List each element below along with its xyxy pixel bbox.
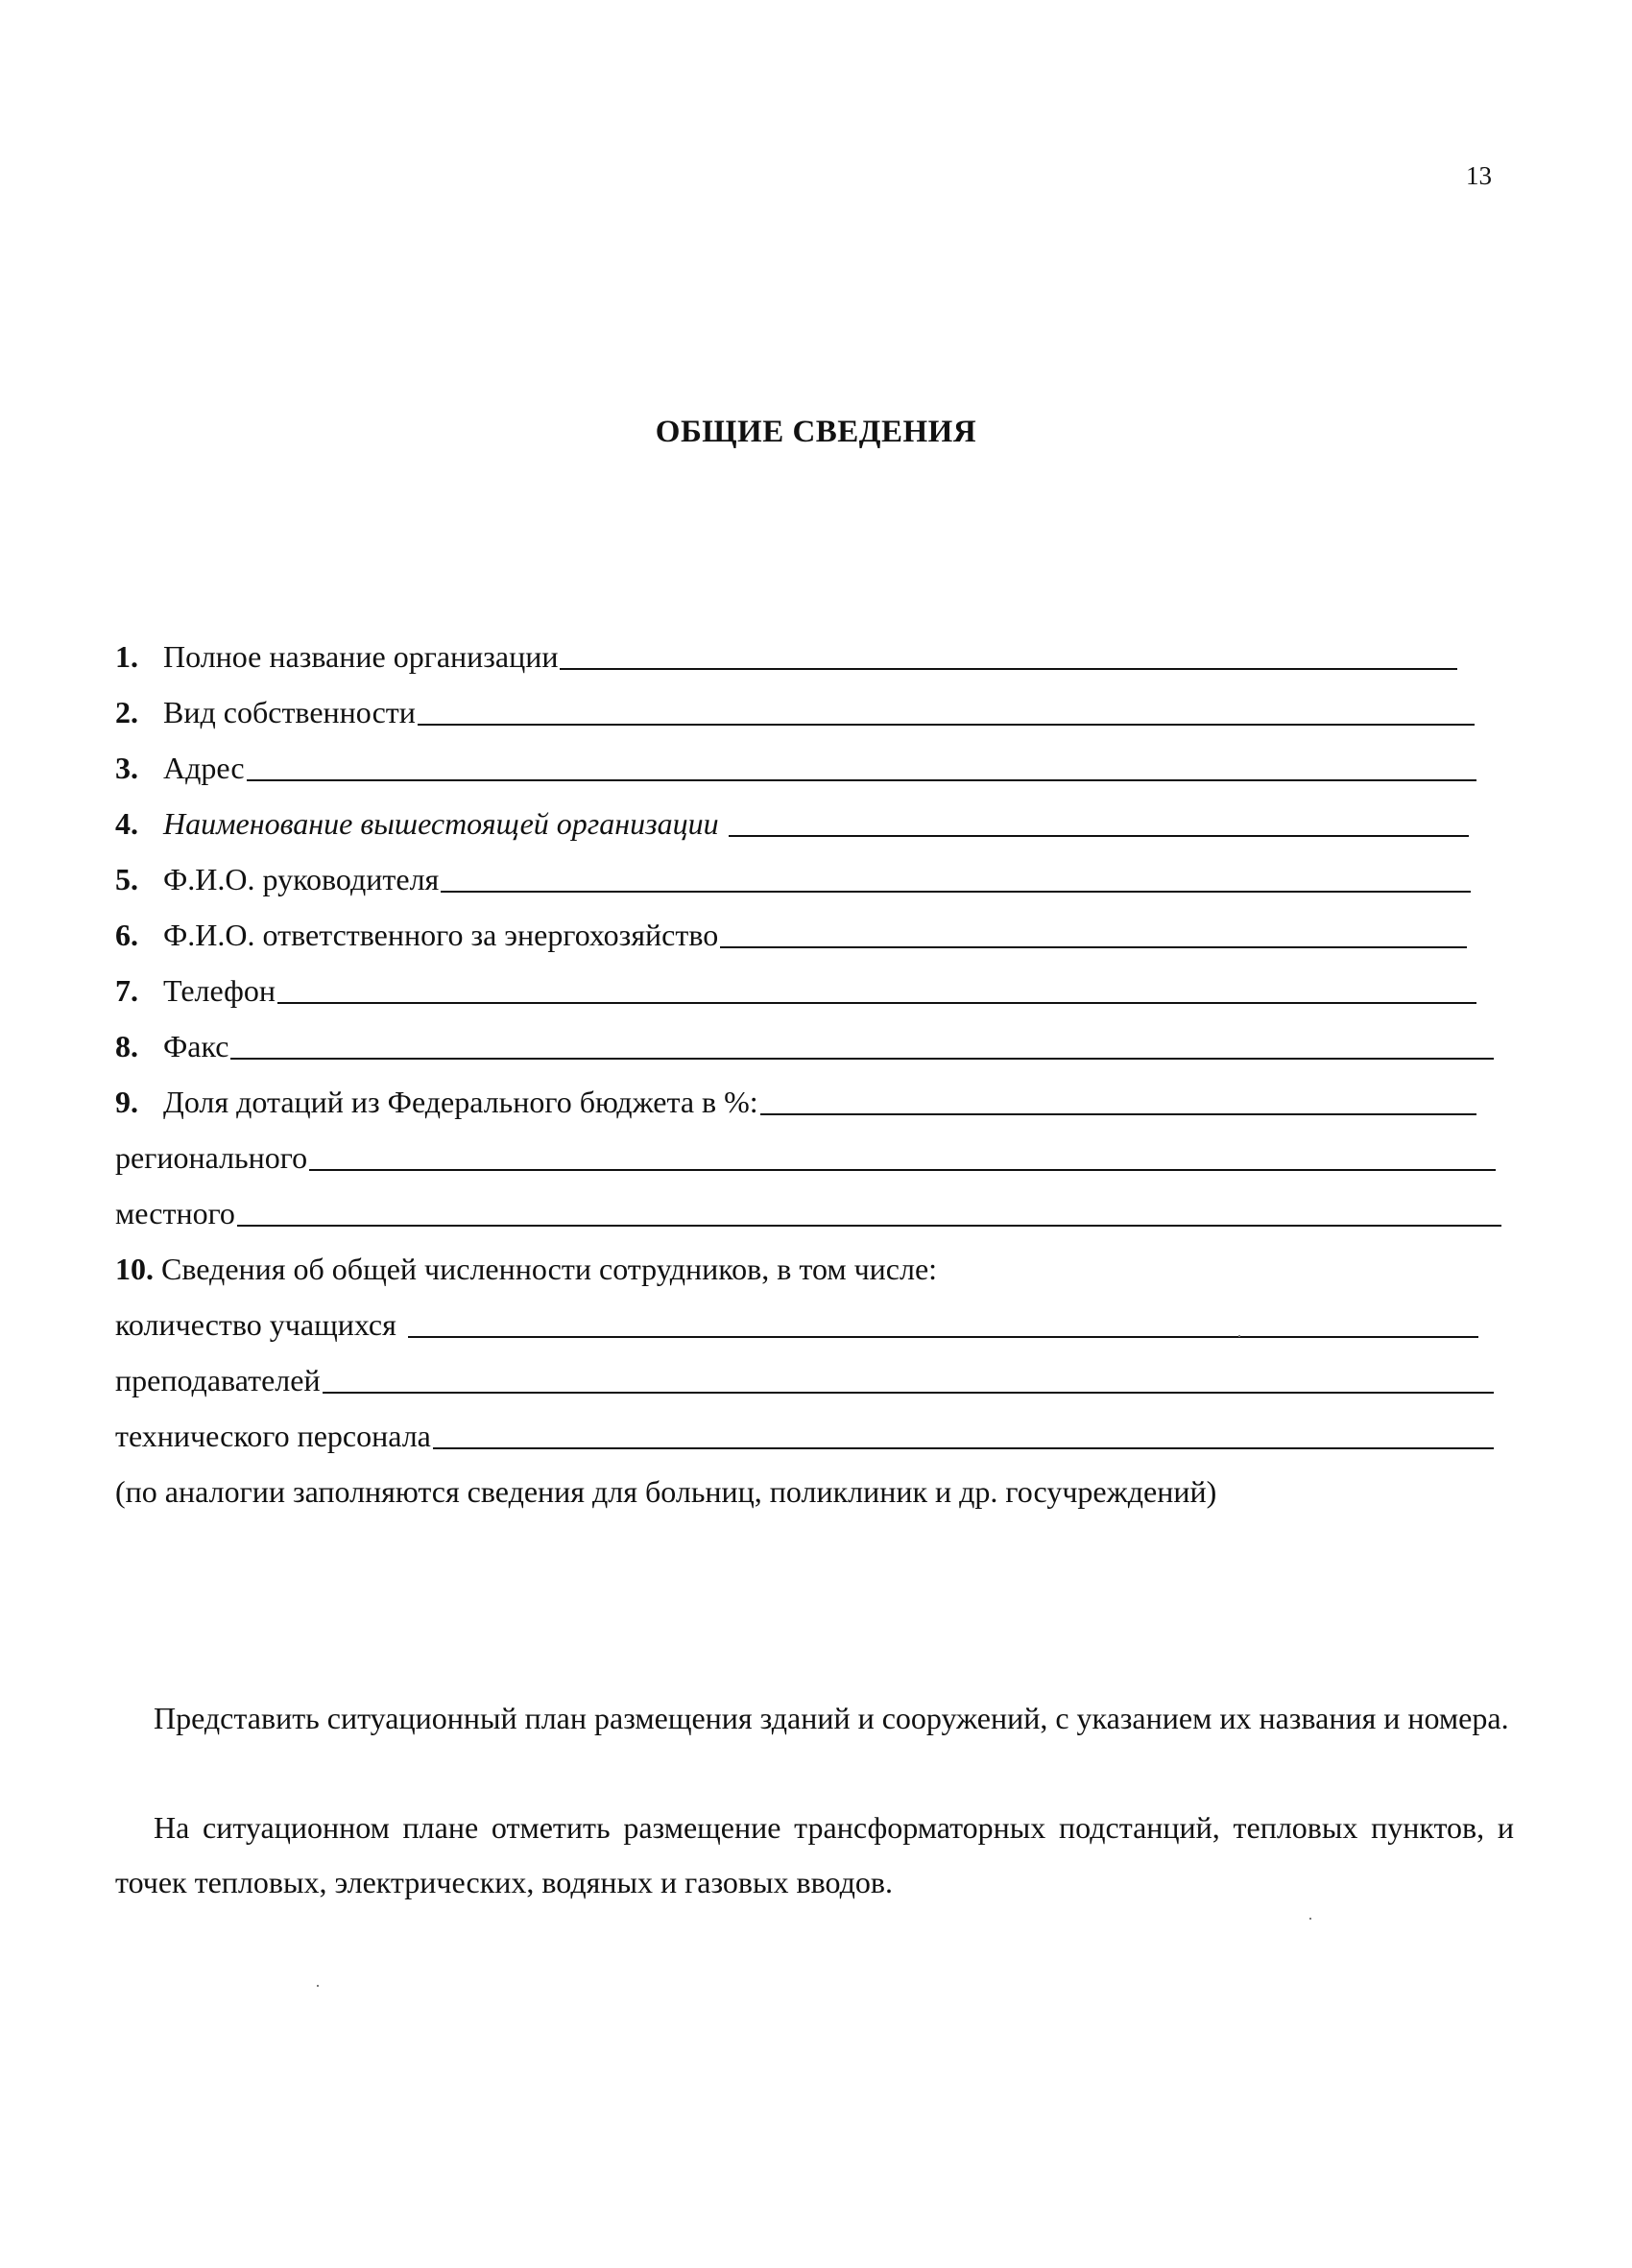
field-label: Ф.И.О. руководителя (163, 862, 440, 896)
federal-subsidy-input-line[interactable] (760, 1113, 1476, 1115)
organization-name-input-line[interactable] (560, 668, 1457, 670)
field-label: преподавателей (115, 1363, 321, 1397)
field-label: количество учащихся (115, 1307, 396, 1342)
paragraph-site-plan-marks: На ситуационном плане отметить размещение трансформаторных подстанций, тепловых пунктов, и точек тепловых, электрических, водяных и газовых вводов. (115, 1810, 1514, 1899)
field-label: Полное название организации (163, 639, 559, 674)
field-technical-staff-count (115, 1417, 1494, 1451)
field-label: Наименование вышестоящей организации (163, 806, 719, 841)
energy-manager-input-line[interactable] (720, 946, 1467, 948)
field-number: 3. (115, 751, 138, 785)
field-ownership-type (115, 693, 1475, 728)
field-teachers-count (115, 1361, 1494, 1396)
field-label: Доля дотаций из Федерального бюджета в %: (163, 1085, 758, 1119)
field-phone (115, 971, 1476, 1006)
page-title: ОБЩИЕ СВЕДЕНИЯ (655, 415, 977, 449)
field-label: Ф.И.О. ответственного за энергохозяйство (163, 918, 719, 952)
section-heading-text: Сведения об общей численности сотрудников, в том числе: (161, 1252, 938, 1286)
field-label: Адрес (163, 751, 245, 785)
field-label: местного (115, 1196, 235, 1230)
field-regional-subsidy (115, 1138, 1496, 1173)
scan-speck (317, 1985, 319, 1987)
section-number: 10. (115, 1252, 154, 1286)
staff-section-heading (115, 1253, 937, 1284)
field-number: 4. (115, 806, 138, 841)
page-number: 13 (1466, 161, 1492, 190)
field-director-name (115, 860, 1471, 895)
ownership-type-input-line[interactable] (418, 724, 1475, 726)
field-number: 2. (115, 695, 138, 729)
field-fax (115, 1027, 1494, 1062)
paragraph-site-plan: Представить ситуационный план размещения зданий и сооружений, с указанием их названия и номера. (154, 1701, 1509, 1735)
field-number: 6. (115, 918, 138, 952)
scan-speck (1309, 1918, 1311, 1920)
field-number: 7. (115, 973, 138, 1008)
scan-speck (1238, 1335, 1240, 1337)
director-name-input-line[interactable] (441, 891, 1471, 893)
field-organization-name (115, 637, 1457, 672)
address-input-line[interactable] (247, 779, 1476, 781)
field-students-count (115, 1305, 1478, 1340)
field-label: Факс (163, 1029, 229, 1063)
field-number: 1. (115, 639, 138, 674)
field-label: Телефон (163, 973, 276, 1008)
field-address (115, 749, 1476, 783)
technical-staff-input-line[interactable] (433, 1447, 1494, 1449)
fill-note: (по аналогии заполняются сведения для больниц, поликлиник и др. госучреждений) (115, 1474, 1217, 1509)
fax-input-line[interactable] (230, 1058, 1494, 1060)
field-federal-subsidy-share (115, 1083, 1476, 1117)
field-label: регионального (115, 1140, 308, 1175)
phone-input-line[interactable] (277, 1002, 1476, 1004)
field-number: 9. (115, 1085, 138, 1119)
field-local-subsidy (115, 1194, 1501, 1229)
teachers-count-input-line[interactable] (323, 1392, 1494, 1394)
field-number: 5. (115, 862, 138, 896)
local-subsidy-input-line[interactable] (237, 1225, 1501, 1227)
parent-organization-input-line[interactable] (729, 835, 1469, 837)
students-count-input-line[interactable] (408, 1336, 1478, 1338)
field-number: 8. (115, 1029, 138, 1063)
field-label: Вид собственности (163, 695, 416, 729)
regional-subsidy-input-line[interactable] (309, 1169, 1496, 1171)
field-energy-manager-name (115, 916, 1467, 950)
field-parent-organization (115, 804, 1469, 839)
field-label: технического персонала (115, 1419, 431, 1453)
